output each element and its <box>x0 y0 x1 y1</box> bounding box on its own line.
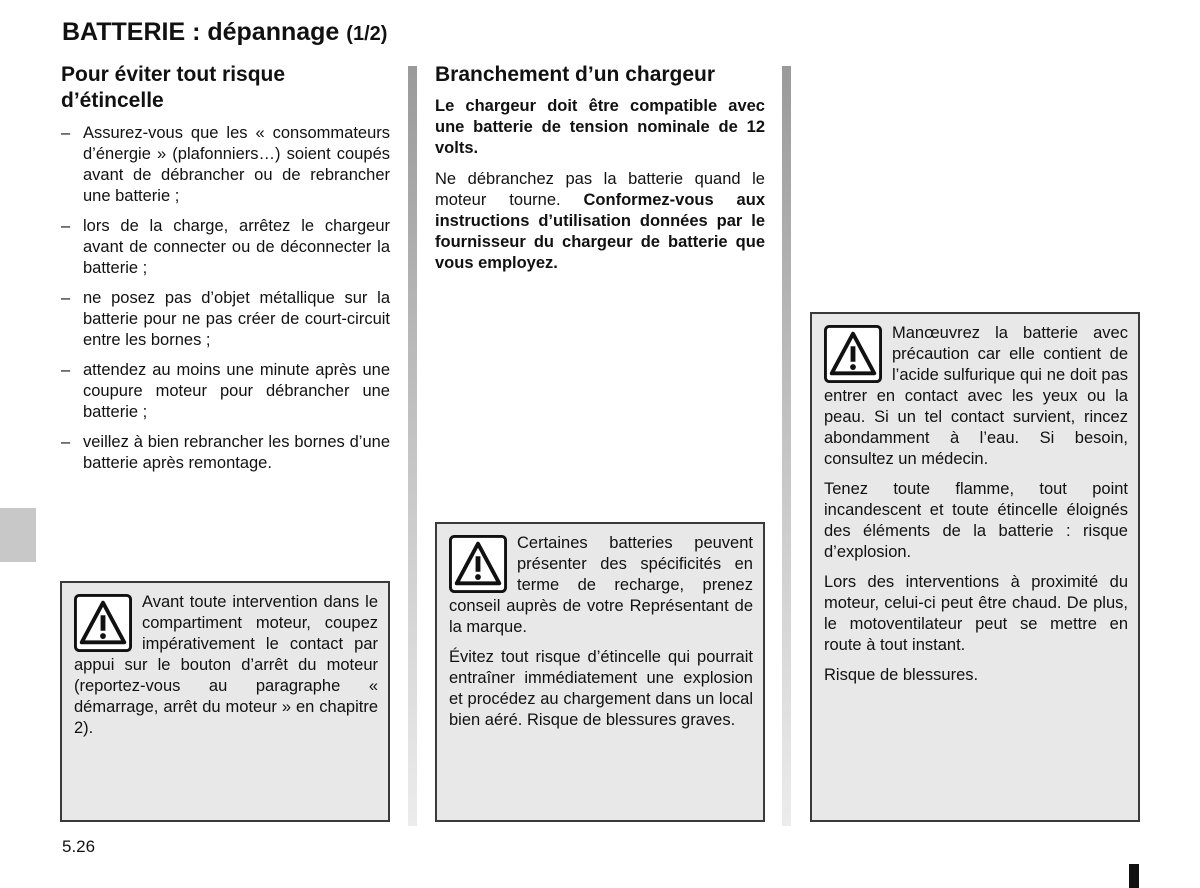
warning-paragraph: Risque de blessures. <box>824 666 979 684</box>
list-marker: – <box>61 217 71 235</box>
list-item-text: Assurez-vous que les « consommateurs d’énergie » (plafonniers…) soient coupés avant de débrancher ou de rebrancher une batterie ; <box>83 124 390 205</box>
warning-triangle-icon <box>74 594 132 652</box>
warning-paragraph: Manœuvrez la batterie avec précaution car elle contient de l’acide sulfurique qui ne doit pas entrer en contact avec les yeux ou la peau. Si un tel contact survient, rincez abondamment à l’eau. Si besoin, consultez un médecin. <box>824 324 1128 468</box>
acid-warning-box <box>810 312 1140 822</box>
page-corner-mark <box>1129 864 1139 888</box>
charger-instructions-plain: Ne débranchez pas la batterie quand le moteur tourne. <box>435 170 765 209</box>
warning-triangle-icon <box>824 325 882 383</box>
engine-warning-text: Avant toute intervention dans le compartiment moteur, coupez impérativement le contact par appui sur le bouton d’arrêt du moteur (reportez-vous au paragraphe « démarrage, arrêt du moteur » en chapitre 2). <box>74 593 378 737</box>
list-item <box>61 216 390 279</box>
warning-paragraph: Évitez tout risque d’étincelle qui pourrait entraîner immédiatement une explosion et procédez au chargement dans un local bien aéré. Risque de blessures graves. <box>449 648 753 729</box>
engine-warning-box <box>60 581 390 822</box>
charger-compatibility-text: Le chargeur doit être compatible avec une batterie de tension nominale de 12 volts. <box>435 97 765 157</box>
list-marker: – <box>61 433 71 451</box>
left-column-heading: Pour éviter tout risque d’étincelle <box>61 63 286 112</box>
warning-triangle-icon <box>449 535 507 593</box>
list-item <box>61 432 390 474</box>
list-item <box>61 123 390 207</box>
warning-paragraph: Certaines batteries peuvent présenter des spécificités en terme de recharge, prenez conseil auprès de votre Représentant de la marque. <box>449 534 753 636</box>
column-divider-right <box>782 66 791 826</box>
list-marker: – <box>61 289 71 307</box>
charger-instructions-text <box>435 169 765 274</box>
column-divider-left <box>408 66 417 826</box>
list-item <box>61 360 390 423</box>
spark-prevention-list <box>61 123 390 483</box>
list-item-text: attendez au moins une minute après une coupure moteur pour débrancher une batterie ; <box>83 361 390 421</box>
page-title-text: BATTERIE : dépannage <box>62 18 340 46</box>
page-title <box>62 18 387 47</box>
page-number: 5.26 <box>62 837 96 856</box>
list-item-text: lors de la charge, arrêtez le chargeur avant de connecter ou de déconnecter la batterie ; <box>83 217 390 277</box>
list-item-text: veillez à bien rebrancher les bornes d’une batterie après remontage. <box>83 433 390 472</box>
chapter-side-tab <box>0 508 36 562</box>
middle-column-heading: Branchement d’un chargeur <box>435 63 716 86</box>
list-marker: – <box>61 124 71 142</box>
list-item <box>61 288 390 351</box>
warning-paragraph: Lors des interventions à proximité du moteur, celui-ci peut être chaud. De plus, le motoventilateur peut se mettre en route à tout instant. <box>824 573 1128 654</box>
page-title-suffix: (1/2) <box>346 23 388 45</box>
warning-paragraph: Tenez toute flamme, tout point incandescent et toute étincelle éloignés des éléments de la batterie : risque d’explosion. <box>824 480 1128 561</box>
battery-charging-warning-box <box>435 522 765 822</box>
list-item-text: ne posez pas d’objet métallique sur la batterie pour ne pas créer de court-circuit entre les bornes ; <box>83 289 390 349</box>
list-marker: – <box>61 361 71 379</box>
charger-instructions-bold: Conformez-vous aux instructions d’utilisation données par le fournisseur du chargeur de batterie que vous employez. <box>435 191 765 272</box>
